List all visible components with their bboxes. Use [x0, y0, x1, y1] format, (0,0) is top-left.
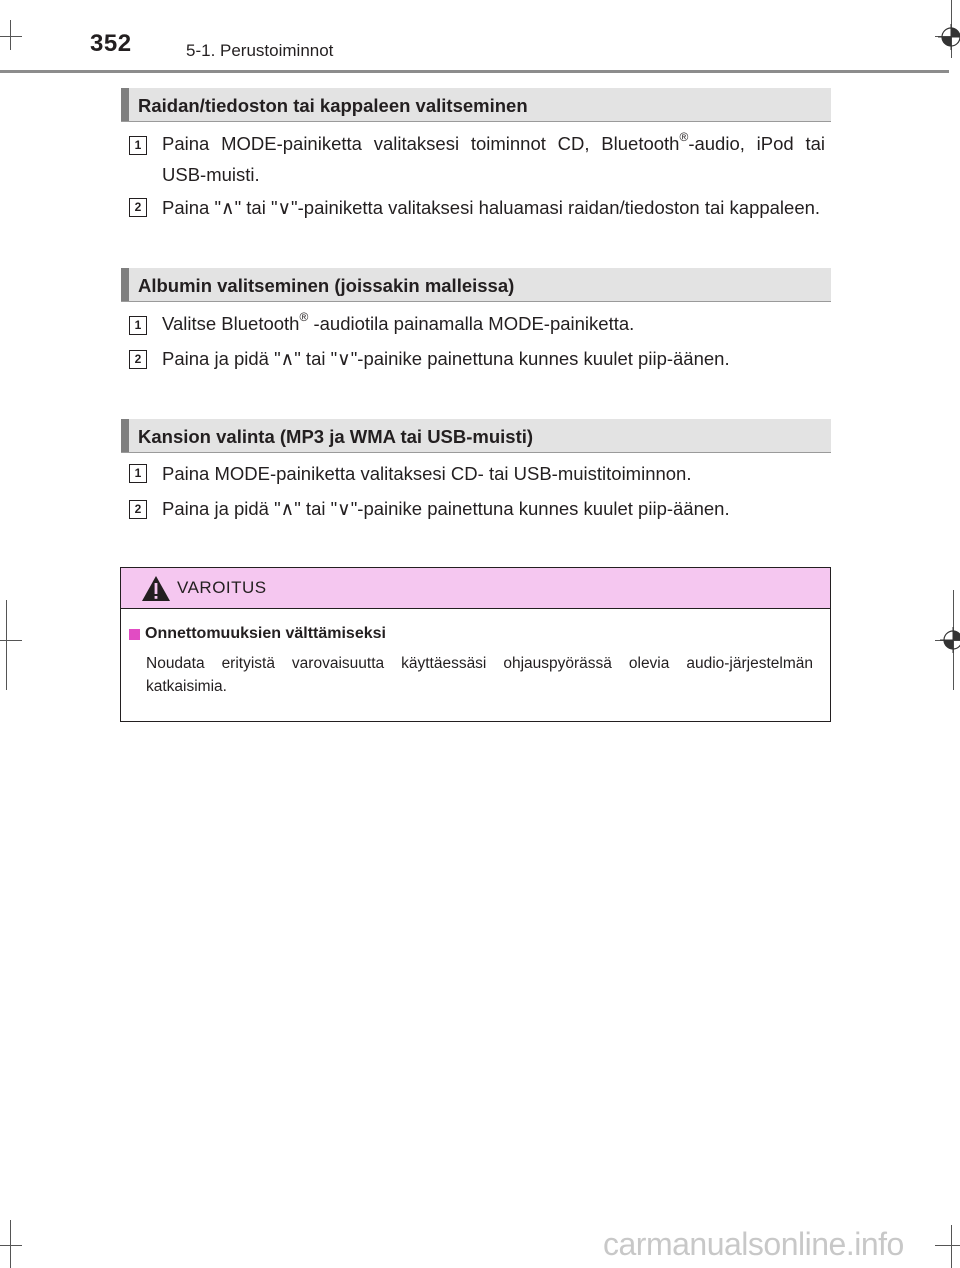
- step-text-part: Valitse Bluetooth: [162, 313, 300, 334]
- step-text: Paina "∧" tai "∨"-painiketta valitaksesi haluamasi raidan/tiedoston tai kappaleen.: [162, 197, 821, 218]
- warning-triangle-icon: [141, 575, 171, 602]
- section-title: 5-1. Perustoiminnot: [186, 41, 334, 60]
- warning-label: VAROITUS: [177, 578, 267, 597]
- bullet-square-icon: [129, 629, 140, 640]
- section-heading-bar: [121, 268, 129, 301]
- step-text-part: -audiotila painamalla MODE-painiketta.: [308, 313, 635, 334]
- section-heading-album-select: [121, 268, 831, 302]
- header-rule: [0, 70, 949, 73]
- step-number: 2: [129, 500, 147, 519]
- footer-watermark: carmanualsonline.info: [603, 1226, 904, 1262]
- warning-header: [121, 568, 830, 609]
- step-number: 1: [129, 136, 147, 155]
- step-number: 1: [129, 464, 147, 483]
- section-heading-text: Raidan/tiedoston tai kappaleen valitseminen: [138, 95, 528, 116]
- warning-text: Noudata erityistä varovaisuutta käyttäessäsi ohjauspyörässä olevia audio-järjestelmän katkaisimia.: [146, 655, 813, 695]
- warning-subtitle: Onnettomuuksien välttämiseksi: [145, 625, 386, 642]
- step-text: Paina ja pidä "∧" tai "∨"-painike painettuna kunnes kuulet piip-äänen.: [162, 498, 730, 519]
- step-number: 2: [129, 350, 147, 369]
- section-heading-track-select: [121, 88, 831, 122]
- warning-box: [120, 567, 831, 722]
- section-heading-bar: [121, 88, 129, 121]
- step-number: 2: [129, 198, 147, 217]
- step-text-part: Paina MODE-painiketta valitaksesi toiminnot CD, Bluetooth: [162, 133, 680, 154]
- page-number: 352: [90, 30, 132, 57]
- registration-mark-icon: [938, 24, 960, 50]
- registration-mark-icon: [940, 627, 960, 653]
- step-text: [162, 308, 825, 339]
- step-text: [162, 128, 825, 190]
- section-heading-text: Kansion valinta (MP3 ja WMA tai USB-muisti): [138, 426, 534, 447]
- section-heading-folder-select: [121, 419, 831, 453]
- registered-mark: ®: [679, 129, 689, 144]
- step-text: Paina ja pidä "∧" tai "∨"-painike painettuna kunnes kuulet piip-äänen.: [162, 348, 730, 369]
- registered-mark: ®: [299, 309, 309, 324]
- section-heading-text: Albumin valitseminen (joissakin malleissa): [138, 275, 515, 296]
- step-number: 1: [129, 316, 147, 335]
- step-text: Paina MODE-painiketta valitaksesi CD- tai USB-muistitoiminnon.: [162, 463, 692, 484]
- section-heading-bar: [121, 419, 129, 452]
- step-text-part: -audio, iPod tai USB-muisti.: [162, 133, 825, 185]
